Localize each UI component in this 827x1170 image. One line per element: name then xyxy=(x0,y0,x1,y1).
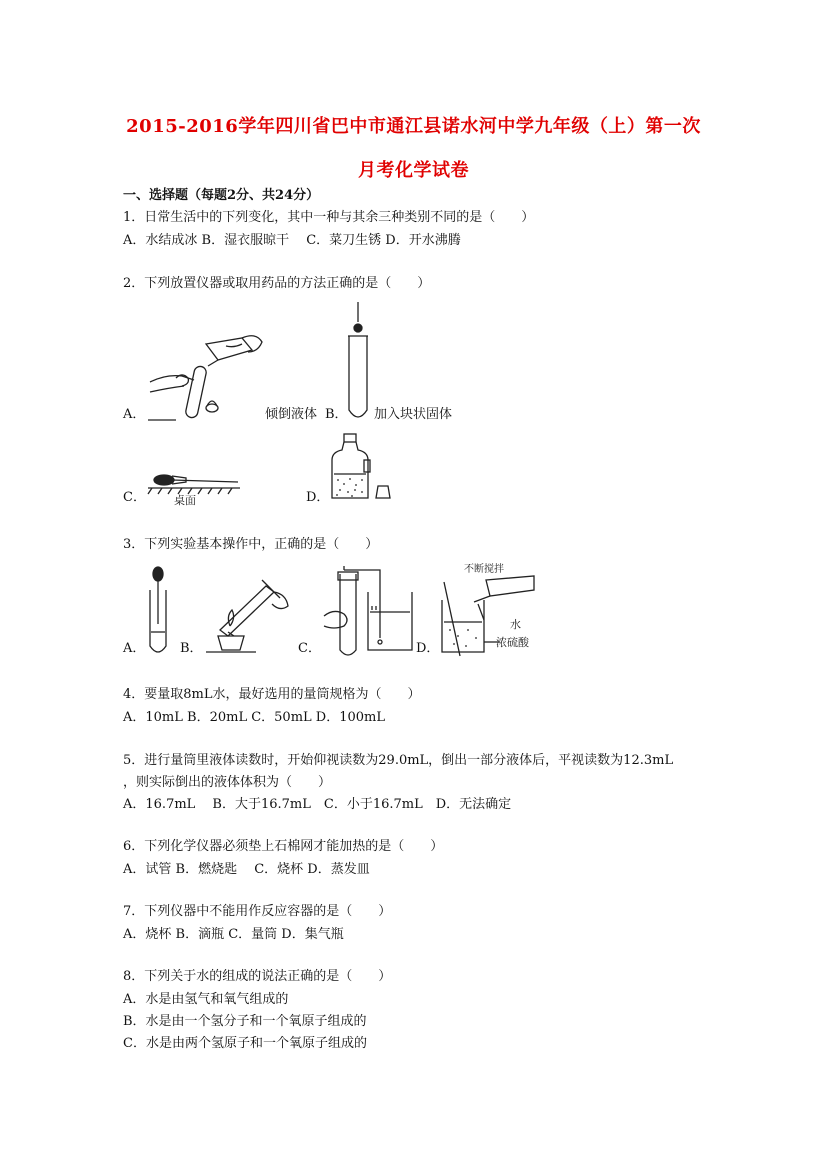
q3-option-b-letter: B． xyxy=(180,641,203,656)
q8-stem: 8．下列关于水的组成的说法正确的是（ ） xyxy=(123,969,392,984)
q3-option-d-letter: D． xyxy=(416,641,440,656)
q2-figure-a-pouring xyxy=(146,330,264,422)
q3-figure-c-airtightness-check xyxy=(320,566,420,656)
q3-option-c-letter: C． xyxy=(298,641,321,656)
q6-options: A．试管 B．燃烧匙 C．烧杯 D．蒸发皿 xyxy=(123,862,370,877)
q7-stem: 7．下列仪器中不能用作反应容器的是（ ） xyxy=(123,904,392,919)
q2-option-d-letter: D． xyxy=(306,490,330,505)
section-heading: 一、选择题（每题2分、共24分） xyxy=(123,188,320,203)
q2-option-b-letter: B． xyxy=(325,407,348,422)
q8-option-c: C．水是由两个氢原子和一个氧原子组成的 xyxy=(123,1036,367,1051)
document-title-line2: 月考化学试卷 xyxy=(358,160,469,181)
q2-option-b-caption: 加入块状固体 xyxy=(374,407,453,422)
q1-options: A．水结成冰 B．湿衣服晾干 C．菜刀生锈 D．开水沸腾 xyxy=(123,233,461,248)
q2-figure-b-adding-solid xyxy=(340,300,376,422)
q4-options: A．10mL B．20mL C．50mL D．100mL xyxy=(123,710,385,725)
q3-figure-b-heating-tube xyxy=(200,570,292,656)
q8-option-a: A．水是由氢气和氧气组成的 xyxy=(123,992,289,1007)
q4-stem: 4．要量取8mL水，最好选用的量筒规格为（ ） xyxy=(123,687,421,702)
q3-option-a-letter: A． xyxy=(123,641,146,656)
q5-stem-line2: ，则实际倒出的液体体积为（ ） xyxy=(123,775,332,790)
q2-figure-c-table-label: 桌面 xyxy=(174,494,196,507)
q5-stem-line1: 5．进行量筒里液体读数时，开始仰视读数为29.0mL，倒出一部分液体后，平视读数为12.3mL xyxy=(123,753,674,768)
q2-option-c-letter: C． xyxy=(123,490,146,505)
q3-figure-d-diluting-acid xyxy=(438,560,538,660)
q6-stem: 6．下列化学仪器必须垫上石棉网才能加热的是（ ） xyxy=(123,839,444,854)
q2-stem: 2．下列放置仪器或取用药品的方法正确的是（ ） xyxy=(123,276,431,291)
document-title-line1: 2015-2016学年四川省巴中市通江县诺水河中学九年级（上）第一次 xyxy=(126,116,701,137)
q7-options: A．烧杯 B．滴瓶 C．量筒 D．集气瓶 xyxy=(123,927,344,942)
q3-figure-a-dropper-in-tube xyxy=(146,566,170,656)
q3-stem: 3．下列实验基本操作中，正确的是（ ） xyxy=(123,537,379,552)
q2-option-a-caption: 倾倒液体 xyxy=(265,407,318,422)
q3-figure-d-water-label: 水 xyxy=(510,618,521,631)
q2-option-a-letter: A． xyxy=(123,407,146,422)
q2-figure-d-reagent-bottle xyxy=(328,432,394,502)
q5-options: A．16.7mL B．大于16.7mL C．小于16.7mL D．无法确定 xyxy=(123,797,512,812)
q1-stem: 1．日常生活中的下列变化，其中一种与其余三种类别不同的是（ ） xyxy=(123,210,535,225)
q3-figure-d-acid-label: 浓硫酸 xyxy=(496,636,529,649)
q8-option-b: B．水是由一个氢分子和一个氧原子组成的 xyxy=(123,1014,367,1029)
q3-figure-d-stir-label: 不断搅拌 xyxy=(464,564,504,575)
q2-figure-c-dropper-on-table xyxy=(146,468,242,508)
